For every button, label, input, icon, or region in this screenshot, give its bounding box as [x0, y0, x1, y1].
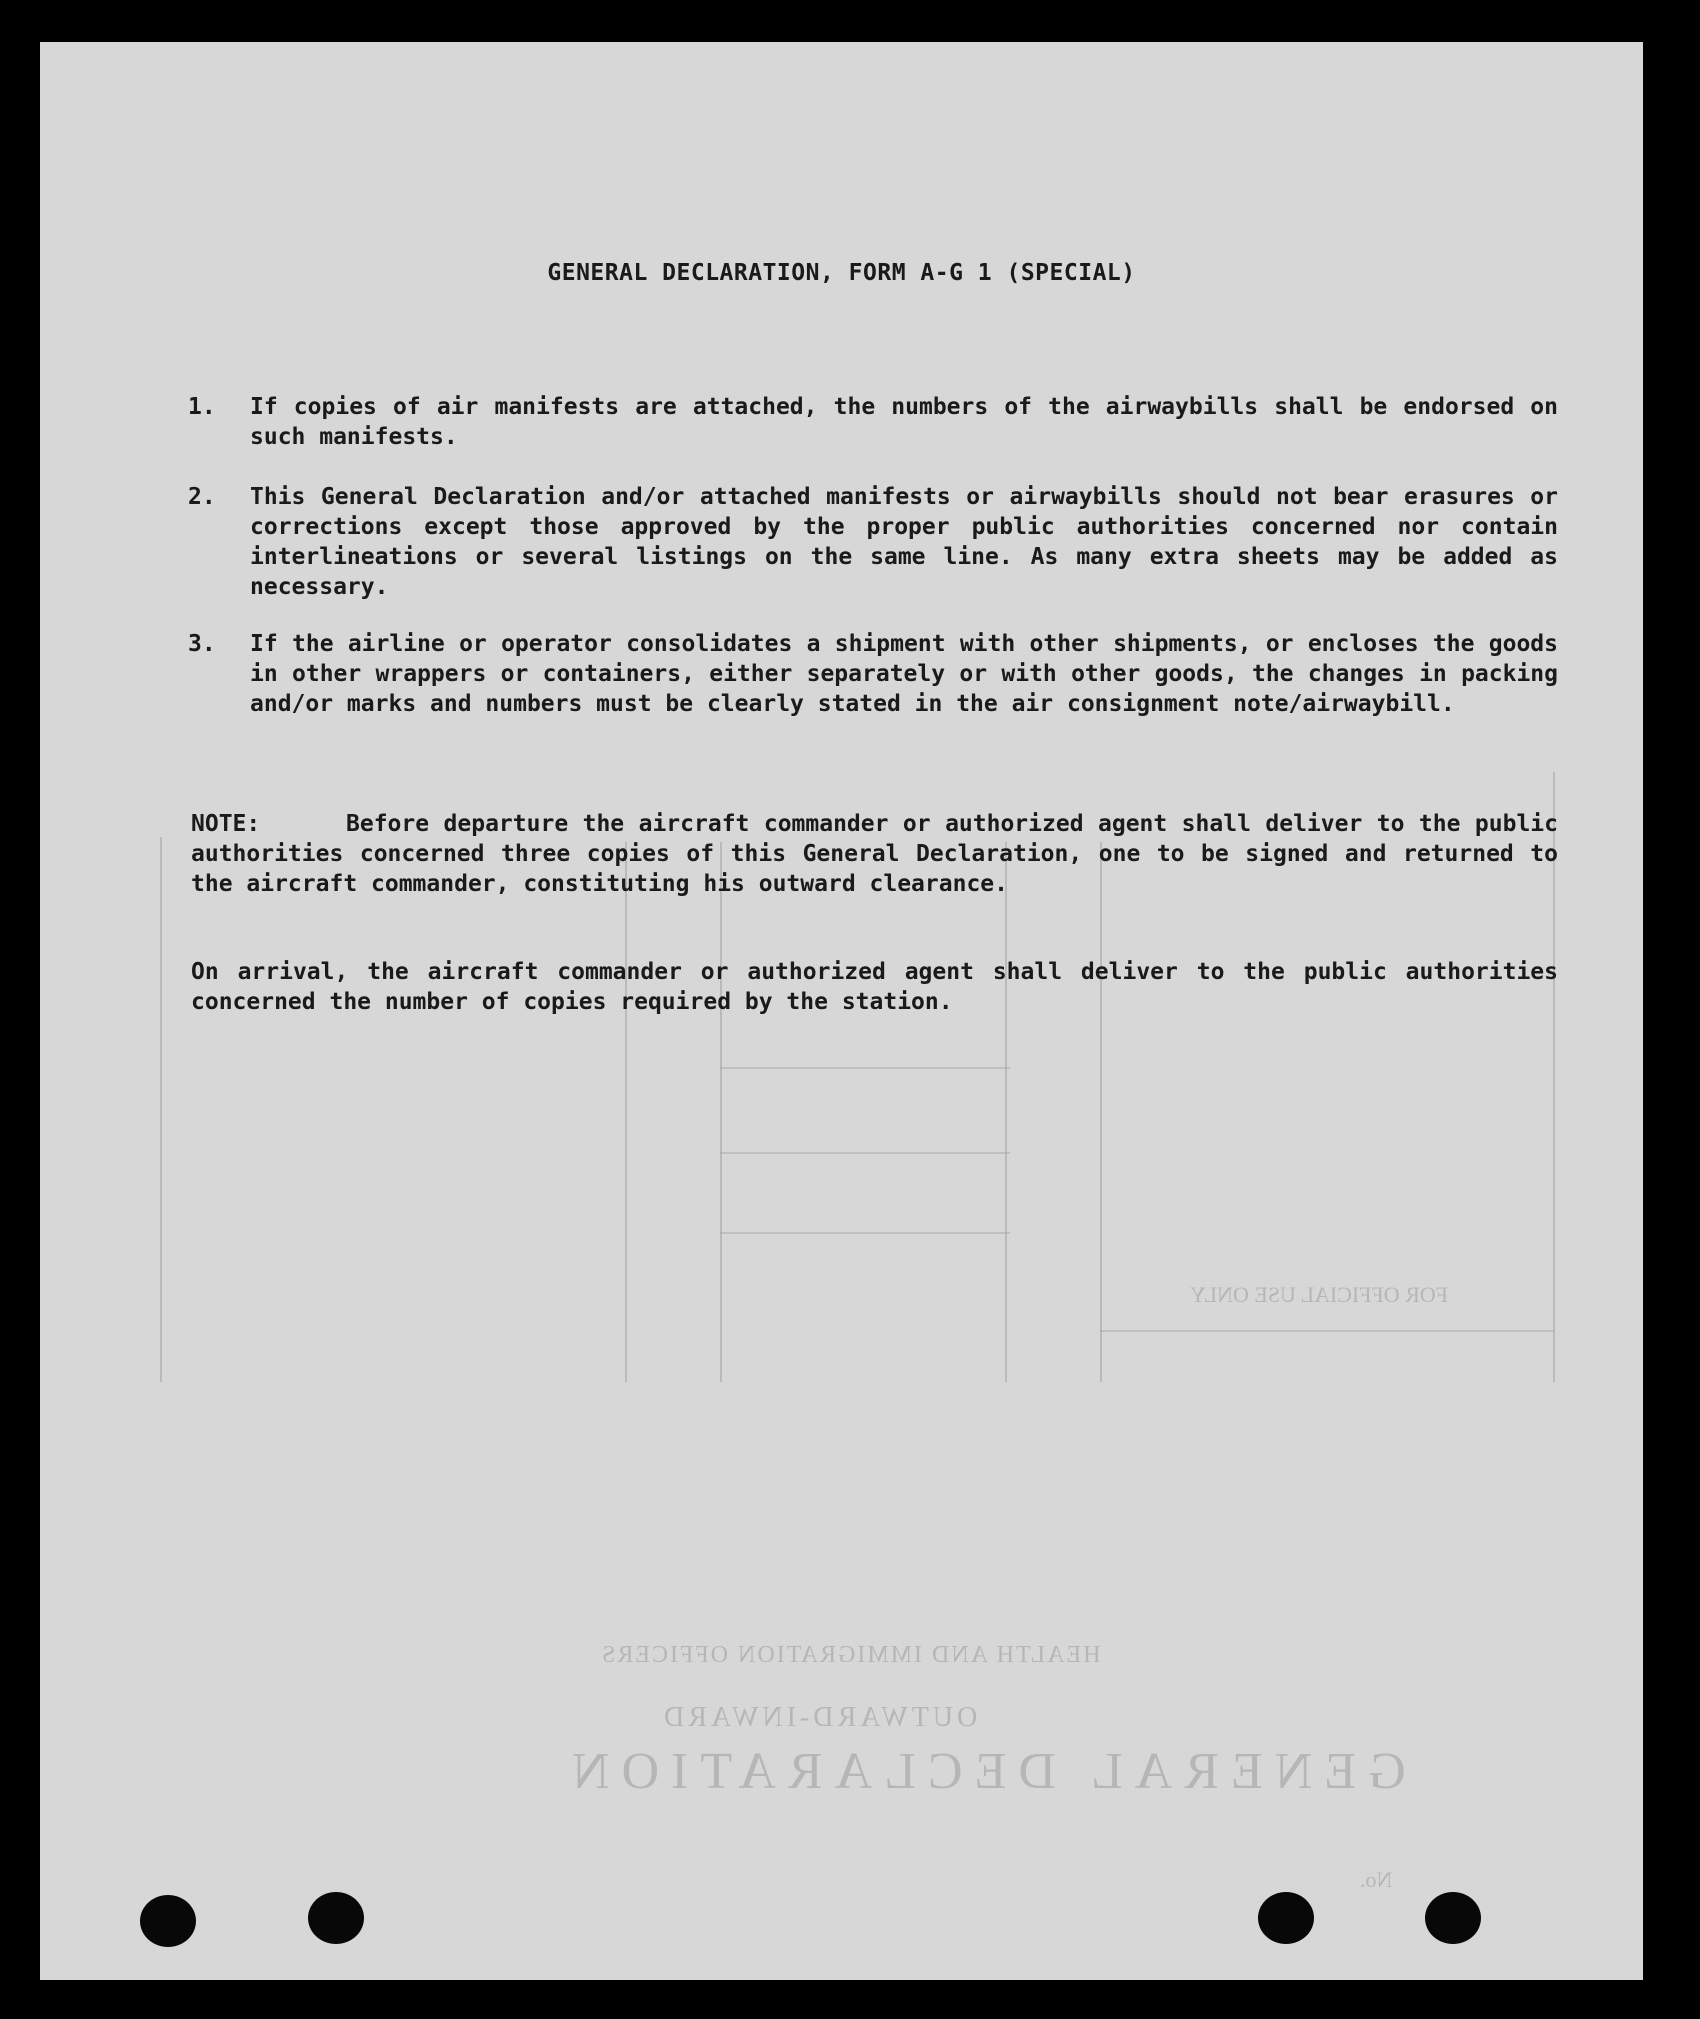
bleed-through-heading: GENERAL DECLARATION — [560, 1743, 1406, 1800]
item-number: 1. — [188, 394, 216, 420]
punch-hole — [1258, 1892, 1314, 1944]
bleed-through-rule — [1100, 1330, 1553, 1332]
arrival-paragraph: On arrival, the aircraft commander or authorized agent shall deliver to the public authorities concerned the number of copies required by the station. — [191, 959, 1558, 1015]
bleed-through-no-label: No. — [1360, 1867, 1393, 1892]
list-item — [188, 629, 1558, 719]
note-label: NOTE: — [191, 811, 261, 837]
bleed-through-line: HEALTH AND IMMIGRATION OFFICERS — [600, 1642, 1101, 1668]
document-title: GENERAL DECLARATION, FORM A-G 1 (SPECIAL) — [547, 260, 1136, 286]
punch-hole — [140, 1895, 196, 1947]
list-item — [188, 392, 1558, 452]
bleed-through-rule — [160, 837, 162, 1382]
bleed-through-rule — [1100, 842, 1102, 1382]
bleed-through-rule — [720, 1152, 1010, 1154]
bleed-through-subheading: OUTWARD-INWARD — [660, 1702, 978, 1733]
bleed-through-rule — [625, 842, 627, 1382]
item-number: 2. — [188, 484, 216, 510]
note-paragraph — [191, 809, 1558, 899]
item-text: If the airline or operator consolidates a shipment with other shipments, or encloses the goods in other wrappers or containers, either separately or with other goods, the changes in packing and/or marks and numbers must be clearly stated in the air consignment note/airwaybill. — [250, 631, 1558, 717]
punch-hole — [308, 1892, 364, 1944]
note-text: Before departure the aircraft commander or authorized agent shall deliver to the public authorities concerned three copies of this General Declaration, one to be signed and returned to the aircraft commander, constituting his outward clearance. — [191, 811, 1558, 897]
item-text: This General Declaration and/or attached manifests or airwaybills should not bear erasures or corrections except those approved by the proper public authorities concerned nor contain interlineations or several listings on the same line. As many extra sheets may be added as necessary. — [250, 484, 1558, 600]
bleed-through-rule — [1005, 842, 1007, 1382]
list-item — [188, 482, 1558, 602]
bleed-through-rule — [720, 1067, 1010, 1069]
bleed-through-rule — [720, 1232, 1010, 1234]
bleed-through-official-label: FOR OFFICIAL USE ONLY — [1190, 1282, 1448, 1307]
document-page — [40, 42, 1643, 1980]
item-text: If copies of air manifests are attached, the numbers of the airwaybills shall be endorsed on such manifests. — [250, 394, 1558, 450]
item-number: 3. — [188, 631, 216, 657]
bleed-through-rule — [720, 842, 722, 1382]
punch-hole — [1425, 1892, 1481, 1944]
